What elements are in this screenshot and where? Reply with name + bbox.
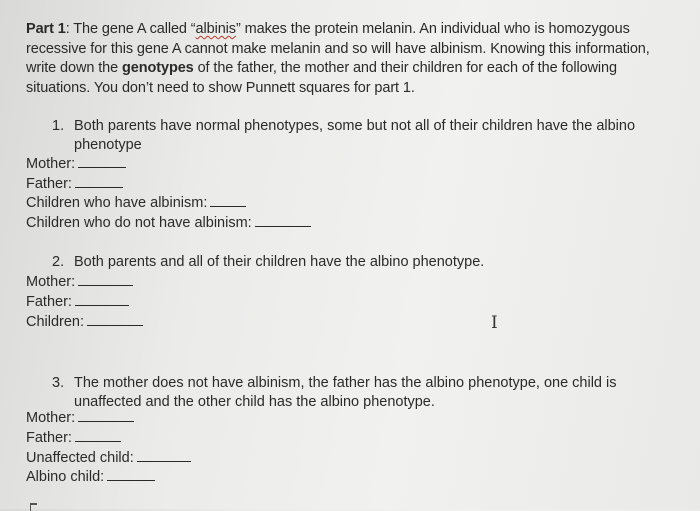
question-text: Both parents have normal phenotypes, some but not all of their children have the albino phenotype xyxy=(74,118,636,153)
part1-instructions xyxy=(26,20,676,98)
answer-label: Mother: xyxy=(26,156,76,172)
intro-text-3: of the father, the mother and their children for each of the following situations. You don’t need to show Punnett squares for part 1. xyxy=(26,60,617,96)
question-3 xyxy=(52,374,667,412)
answer-label: Children who do not have albinism: xyxy=(26,215,252,231)
answer-children-albinism xyxy=(26,192,246,213)
answer-label: Father: xyxy=(26,176,72,192)
answer-label: Mother: xyxy=(26,410,76,426)
intro-text-2: ” makes the protein melanin. An individual who is homozygous recessive for this gene A cannot make melanin and so will have albinism. Knowing this information, write down the xyxy=(26,21,650,76)
answer-label: Albino child: xyxy=(26,469,105,485)
answer-mother xyxy=(26,153,126,174)
question-text: Both parents and all of their children have the albino phenotype. xyxy=(74,254,485,270)
answer-blank[interactable] xyxy=(210,192,246,207)
answer-father xyxy=(26,427,121,448)
answer-blank[interactable] xyxy=(107,466,155,481)
answer-blank[interactable] xyxy=(255,212,311,227)
answer-label: Children who have albinism: xyxy=(26,195,208,211)
answer-label: Mother: xyxy=(26,274,76,290)
question-number: 1. xyxy=(52,118,65,134)
cut-off-glyph xyxy=(30,503,37,511)
question-number: 2. xyxy=(52,254,65,270)
answer-albino-child xyxy=(26,466,155,487)
answer-blank[interactable] xyxy=(78,271,133,286)
answer-blank[interactable] xyxy=(75,173,123,188)
intro-text-1: : The gene A called “ xyxy=(65,21,196,37)
answer-children-no-albinism xyxy=(26,212,311,233)
answer-blank[interactable] xyxy=(137,447,191,462)
answer-blank[interactable] xyxy=(75,427,121,442)
answer-unaffected-child xyxy=(26,447,191,468)
answer-children xyxy=(26,311,143,332)
answer-blank[interactable] xyxy=(78,407,134,422)
question-text: The mother does not have albinism, the father has the albino phenotype, one child is unaffected and the other child has the albino phenotype. xyxy=(74,375,617,410)
answer-label: Unaffected child: xyxy=(26,450,134,466)
answer-blank[interactable] xyxy=(87,311,143,326)
answer-mother xyxy=(26,271,133,292)
gene-name: albinis xyxy=(195,21,236,37)
text-cursor-icon: I xyxy=(491,313,498,333)
answer-label: Father: xyxy=(26,294,72,310)
answer-label: Children: xyxy=(26,314,85,330)
answer-blank[interactable] xyxy=(78,153,126,168)
answer-father xyxy=(26,291,129,312)
answer-father xyxy=(26,173,123,194)
answer-mother xyxy=(26,407,134,428)
question-number: 3. xyxy=(52,375,65,391)
question-1 xyxy=(52,117,667,155)
answer-blank[interactable] xyxy=(75,291,129,306)
genotypes-emphasis: genotypes xyxy=(122,60,194,76)
part-label: Part 1 xyxy=(26,21,66,37)
question-2 xyxy=(52,253,667,272)
answer-label: Father: xyxy=(26,430,72,446)
